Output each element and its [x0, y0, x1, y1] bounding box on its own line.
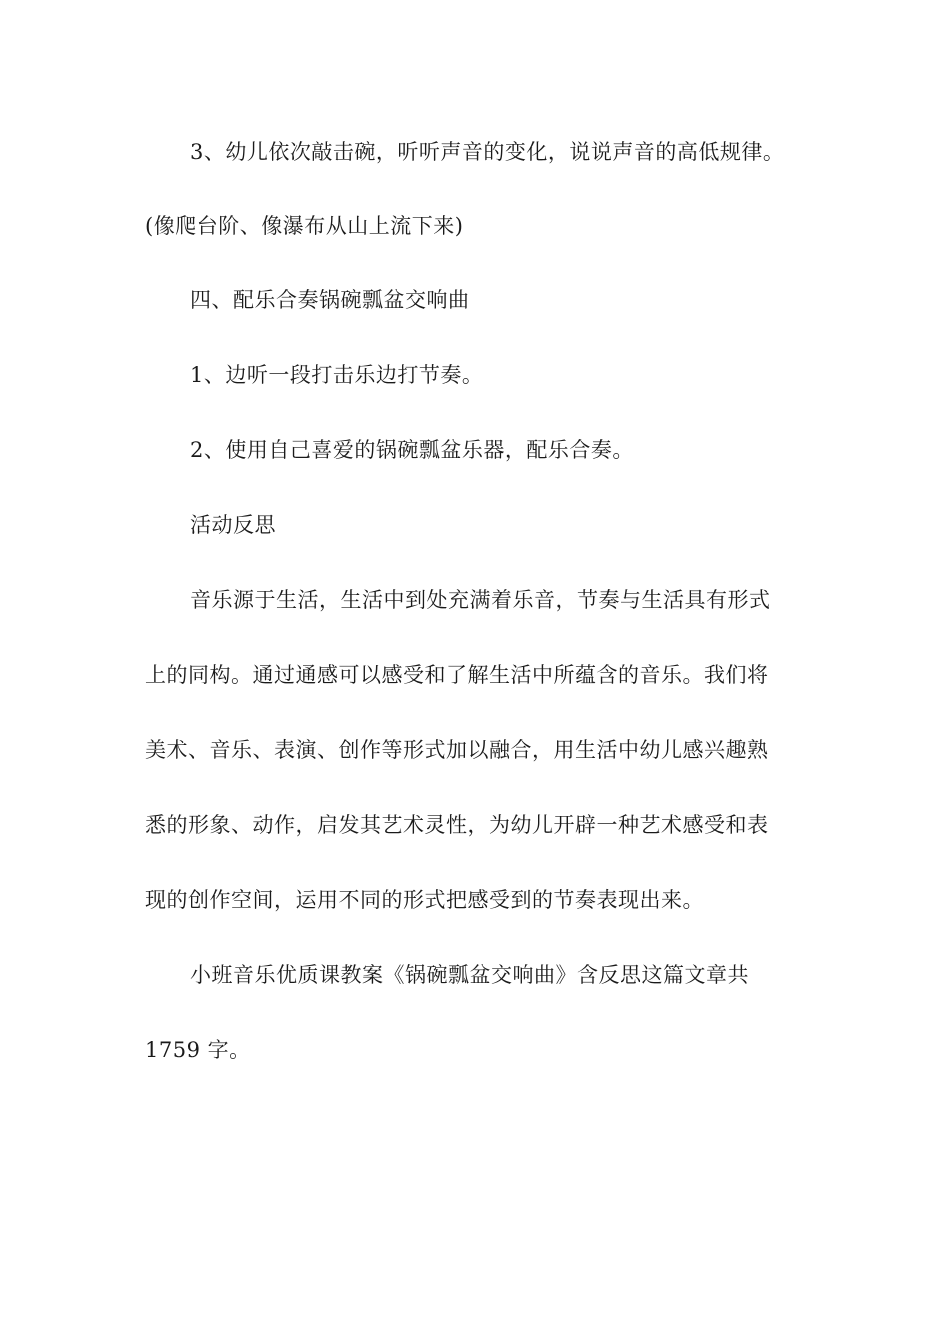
reflection-paragraph-line: 音乐源于生活，生活中到处充满着乐音，节奏与生活具有形式 [190, 588, 771, 612]
reflection-paragraph-line: 美术、音乐、表演、创作等形式加以融合，用生活中幼儿感兴趣熟 [145, 738, 769, 762]
step-3-text: 3、幼儿依次敲击碗，听听声音的变化，说说声音的高低规律。 [190, 140, 785, 164]
step-2-text: 2、使用自己喜爱的锅碗瓢盆乐器，配乐合奏。 [190, 438, 634, 462]
step-3-note: (像爬台阶、像瀑布从山上流下来) [145, 214, 464, 238]
reflection-heading: 活动反思 [190, 513, 276, 537]
reflection-paragraph-line: 现的创作空间，运用不同的形式把感受到的节奏表现出来。 [145, 888, 704, 912]
summary-line: 1759 字。 [145, 1038, 251, 1062]
summary-line: 小班音乐优质课教案《锅碗瓢盆交响曲》含反思这篇文章共 [190, 963, 749, 987]
reflection-paragraph-line: 悉的形象、动作，启发其艺术灵性，为幼儿开辟一种艺术感受和表 [145, 813, 769, 837]
section-heading: 四、配乐合奏锅碗瓢盆交响曲 [190, 288, 470, 312]
step-1-text: 1、边听一段打击乐边打节奏。 [190, 363, 484, 387]
reflection-paragraph-line: 上的同构。通过通感可以感受和了解生活中所蕴含的音乐。我们将 [145, 663, 769, 687]
